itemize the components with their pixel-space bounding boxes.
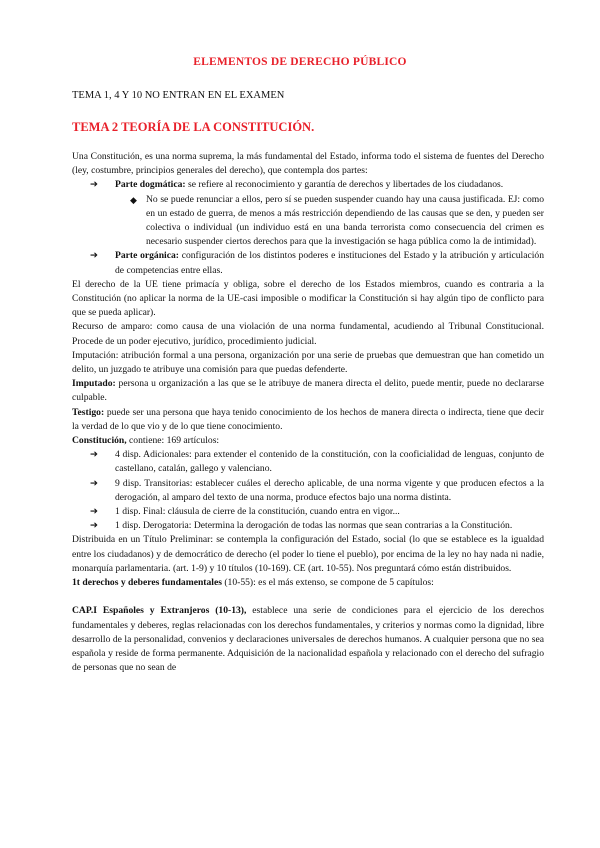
exam-note: TEMA 1, 4 Y 10 NO ENTRAN EN EL EXAMEN bbox=[72, 90, 285, 101]
bullet-text: 9 disp. Transitorias: establecer cuáles el derecho aplicable, de una norma vigente y que producen efectos a la derogación, al amparo del texto de una norma, produce efectos bajo una norma distinta. bbox=[115, 477, 544, 503]
bullet-text: se refiere al reconocimiento y garantía de derechos y libertades de los ciudadanos. bbox=[185, 179, 504, 191]
diamond-icon: ◆ bbox=[130, 194, 137, 205]
bullet-term: Parte dogmática: bbox=[115, 179, 186, 191]
bullet-disp-final bbox=[82, 505, 544, 519]
imputado-text: persona u organización a las que se le atribuye de manera directa el delito, puede mentir, puede no declararse culpable. bbox=[72, 378, 544, 404]
arrow-right-icon: ➔ bbox=[90, 506, 99, 518]
derechos-term: 1t derechos y deberes fundamentales bbox=[72, 577, 222, 589]
subbullet-text: No se puede renunciar a ellos, pero sí se pueden suspender cuando hay una causa justificada. EJ: como en un estado de guerra, de menos a más restricción dependiendo de las causas que se den, y pueden ser colectiva o individual (un individuo está en una banda terrorista como consecuencia del crimen es necesario suspender ciertos derechos para que la investigación se haga pública como la de intimidad). bbox=[146, 193, 544, 248]
arrow-right-icon: ➔ bbox=[90, 477, 99, 489]
bullet-disp-transitorias bbox=[82, 477, 544, 505]
bullet-disp-adicionales bbox=[82, 448, 544, 476]
testigo-term: Testigo: bbox=[72, 406, 105, 418]
imputado-term: Imputado: bbox=[72, 378, 116, 390]
imputacion-paragraph: Imputación: atribución formal a una persona, organización por una serie de pruebas que demuestran que han cometido un delito, un juzgado te atribuye una comisión para que puedas defenderte. bbox=[72, 349, 544, 376]
bullet-text: 4 disp. Adicionales: para extender el contenido de la constitución, con la cooficialidad de lenguas, conjunto de castellano, catalán, gallego y valenciano. bbox=[115, 449, 544, 475]
derechos-paragraph bbox=[72, 576, 544, 590]
derechos-text: (10-55): es el más extenso, se compone de 5 capítulos: bbox=[221, 577, 434, 589]
bullet-text: 1 disp. Derogatoria: Determina la derogación de todas las normas que sean contrarias a la Constitución. bbox=[115, 520, 513, 532]
bullet-parte-organica bbox=[82, 249, 544, 277]
arrow-right-icon: ➔ bbox=[90, 449, 99, 461]
arrow-right-icon: ➔ bbox=[90, 250, 99, 262]
amparo-paragraph: Recurso de amparo: como causa de una violación de una norma fundamental, acudiendo al Tribunal Constitucional. Procede de un poder ejecutivo, jurídico, procedimiento judicial. bbox=[72, 321, 544, 347]
cap1-text: establece una serie de condiciones para el ejercicio de los derechos fundamentales y deberes, reglas relacionadas con los derechos fundamentales, y criterios y normas como la dignidad, libre desarrollo de la personalidad, convenios y declaraciones universales de derechos humanos. A cualquier persona que no sea española y reside de forma permanente. Adquisición de la nacionalidad española y relacionado con el derecho del sufragio de personas que no sean de bbox=[72, 605, 544, 674]
ue-paragraph: El derecho de la UE tiene primacía y obliga, sobre el derecho de los Estados miembros, cuando es contraria a la Constitución (no aplicar la norma de la UE-casi imposible o modificar la Constitución si hay algún tipo de conflicto para que se pueda aplicar). bbox=[72, 278, 544, 319]
cap1-term: CAP.I Españoles y Extranjeros (10-13), bbox=[72, 605, 247, 617]
document-title: ELEMENTOS DE DERECHO PÚBLICO bbox=[193, 56, 407, 68]
bullet-term: Parte orgánica: bbox=[115, 250, 179, 262]
constitucion-text: contiene: 169 artículos: bbox=[126, 435, 220, 447]
testigo-text: puede ser una persona que haya tenido conocimiento de los hechos de manera directa o indirecta, tiene que decir la verdad de lo que vio y de lo que tiene conocimiento. bbox=[72, 406, 544, 432]
bullet-parte-dogmatica bbox=[82, 178, 544, 192]
constitucion-term: Constitución, bbox=[72, 435, 127, 447]
arrow-right-icon: ➔ bbox=[90, 179, 99, 191]
intro-paragraph: Una Constitución, es una norma suprema, la más fundamental del Estado, informa todo el sistema de fuentes del Derecho (ley, costumbre, principios generales del derecho), que contempla dos partes: bbox=[72, 151, 544, 177]
document-body bbox=[72, 150, 544, 675]
section-heading: TEMA 2 TEORÍA DE LA CONSTITUCIÓN. bbox=[72, 120, 315, 134]
testigo-paragraph bbox=[72, 406, 544, 434]
arrow-right-icon: ➔ bbox=[90, 520, 99, 532]
bullet-text: 1 disp. Final: cláusula de cierre de la constitución, cuando entra en vigor... bbox=[115, 506, 400, 518]
imputado-paragraph bbox=[72, 377, 544, 405]
constitucion-paragraph bbox=[72, 434, 544, 448]
cap1-paragraph bbox=[72, 604, 544, 675]
distribuida-paragraph: Distribuida en un Título Preliminar: se contempla la configuración del Estado, social (lo que se establece es la igualdad entre los ciudadanos) y de democrático de derecho (el poder lo tiene el pueblo), por encima de la ley no hay nada ni nadie, monarquía parlamentaria. (art. 1-9) y 10 títulos (10-169). CE (art. 10-55). Nos preguntará cómo están distribuidos. bbox=[72, 534, 544, 574]
bullet-disp-derogatoria bbox=[82, 519, 544, 533]
bullet-text: configuración de los distintos poderes e instituciones del Estado y la atribución y articulación de competencias entre ellas. bbox=[115, 250, 544, 276]
subbullet-suspension bbox=[128, 193, 544, 250]
